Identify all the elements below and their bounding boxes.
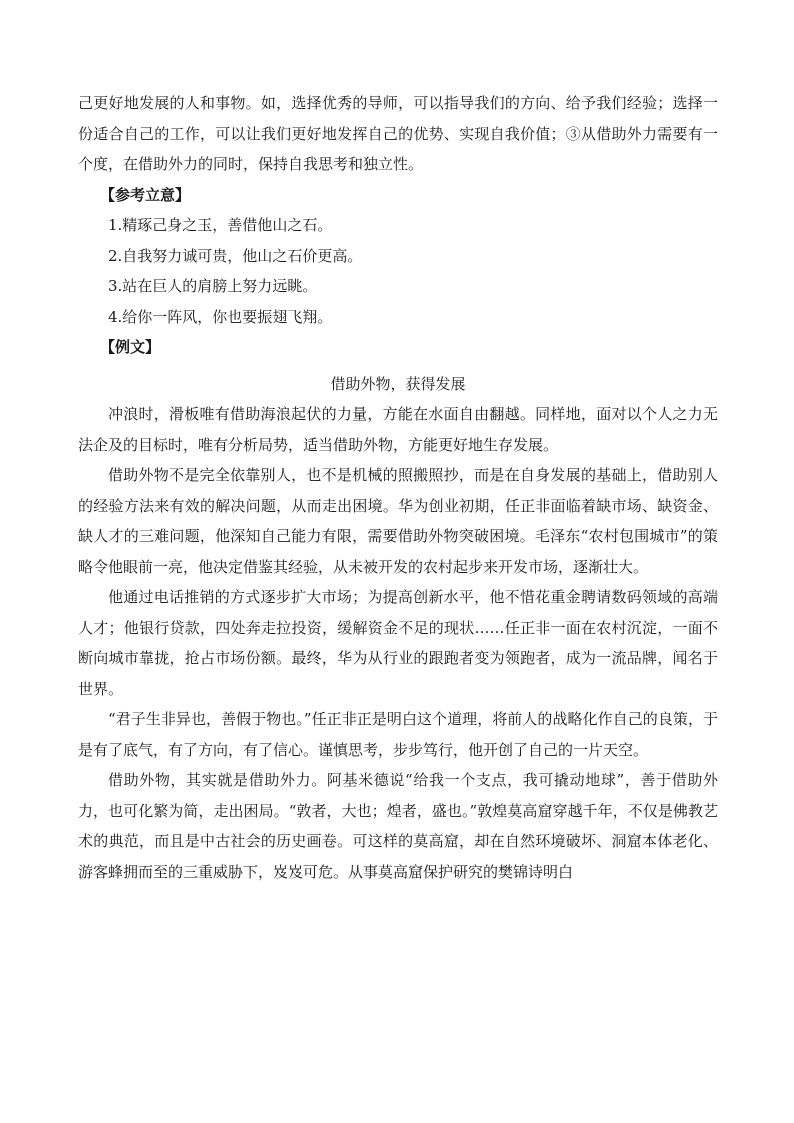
reference-item: 3.站在巨人的肩膀上努力远眺。 [108, 277, 318, 295]
example-heading: 【例文】 [100, 338, 161, 356]
intro-paragraph: 己更好地发展的人和事物。如，选择优秀的导师，可以指导我们的方向、给予我们经验；选择一份适合自己的工作，可以让我们更好地发挥自己的优势、实现自我价值；③从借助外力需要有一个度，在借助外力的同时，保持自我思考和独立性。 [78, 94, 718, 173]
essay-paragraph: 借助外物不是完全依靠别人，也不是机械的照搬照抄，而是在自身发展的基础上，借助别人的经验方法来有效的解决问题，从而走出困境。华为创业初期，任正非面临着缺市场、缺资金、缺人才的三难问题，他深知自己能力有限，需要借助外物突破困境。毛泽东“农村包围城市”的策略令他眼前一亮，他决定借鉴其经验，从未被开发的农村起步来开发市场，逐渐壮大。 [78, 466, 718, 576]
essay-paragraph: 他通过电话推销的方式逐步扩大市场；为提高创新水平，他不惜花重金聘请数码领域的高端人才；他银行贷款，四处奔走拉投资，缓解资金不足的现状……任正非一面在农村沉淀，一面不断向城市靠拢，抢占市场份额。最终，华为从行业的跟跑者变为领跑者，成为一流品牌，闻名于世界。 [78, 588, 718, 698]
reference-item: 2.自我努力诚可贵，他山之石价更高。 [108, 246, 363, 265]
reference-item: 1.精琢己身之玉，善借他山之石。 [108, 216, 333, 234]
document-page [78, 88, 718, 887]
essay-paragraph: “君子生非异也，善假于物也。”任正非正是明白这个道理，将前人的战略化作自己的良策，于是有了底气，有了方向，有了信心。谨慎思考，步步笃行，他开创了自己的一片天空。 [78, 710, 718, 759]
essay-paragraph: 冲浪时，滑板唯有借助海浪起伏的力量，方能在水面自由翻越。同样地，面对以个人之力无法企及的目标时，唯有分析局势，适当借助外物，方能更好地生存发展。 [78, 405, 718, 454]
reference-item: 4.给你一阵风，你也要振翅飞翔。 [108, 307, 333, 326]
essay-paragraph: 借助外物，其实就是借助外力。阿基米德说“给我一个支点，我可撬动地球”，善于借助外力，也可化繁为简，走出困局。“敦者，大也；煌者，盛也。”敦煌莫高窟穿越千年，不仅是佛教艺术的典范，而且是中古社会的历史画卷。可这样的莫高窟，却在自然环境破坏、洞窟本体老化、游客蜂拥而至的三重威胁下，岌岌可危。从事莫高窟保护研究的樊锦诗明白 [78, 771, 718, 881]
essay-title: 借助外物，获得发展 [330, 374, 466, 393]
reference-heading: 【参考立意】 [100, 185, 191, 204]
